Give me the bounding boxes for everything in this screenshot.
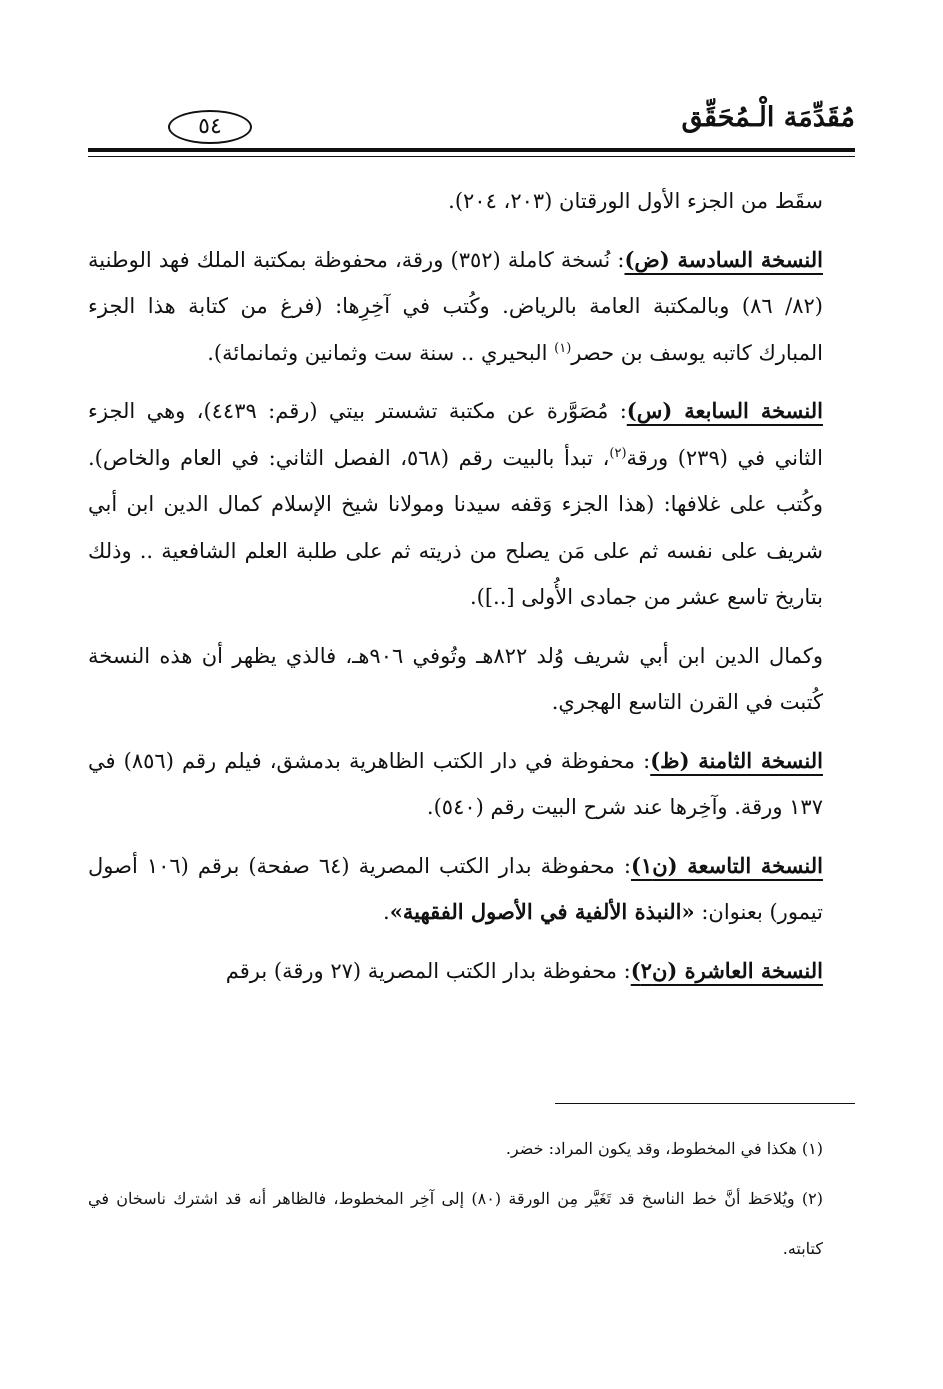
paragraph-copy-8: النسخة الثامنة (ظ): محفوظة في دار الكتب الظاهرية بدمشق، فيلم رقم (٨٥٦) في ١٣٧ ورقة. وآخِرها عند شرح البيت رقم (٥٤٠). [88,747,823,819]
page-header [88,96,855,162]
copy-label: النسخة العاشرة (ن٢) [630,957,823,983]
paragraph-copy-10: النسخة العاشرة (ن٢): محفوظة بدار الكتب المصرية (٢٧ ورقة) برقم [225,957,823,983]
footnote-ref: (١) [554,340,572,356]
copy-label: النسخة التاسعة (ن١) [631,852,823,878]
footnote-separator [555,1103,855,1104]
paragraph-copy-9: النسخة التاسعة (ن١): محفوظة بدار الكتب المصرية (٦٤ صفحة) برقم (١٠٦ أصول تيمور) بعنوان: «النبذة الألفية في الأصول الفقهية». [88,852,823,924]
book-title: «النبذة الألفية في الأصول الفقهية» [389,899,695,924]
footnote-1: (١) هكذا في المخطوط، وقد يكون المراد: خضر. [505,1139,823,1158]
running-title: مُقَدِّمَة الْـمُحَقِّق [681,102,855,133]
paragraph-copy-6: النسخة السادسة (ض): نُسخة كاملة (٣٥٢) ورقة، محفوظة بمكتبة الملك فهد الوطنية (٨٢/ ٨٦) وبالمكتبة العامة بالرياض. وكُتب في آخِرِها: (فرغ من كتابة هذا الجزء المبارك كاتبه يوسف بن حصر$^{(١)}$ البحيري .. سنة ست وثمانين وثمانمائة). [88,246,823,365]
paragraph-continuation: سقَط من الجزء الأول الورقتان (٢٠٣، ٢٠٤). [448,189,823,213]
footnotes [88,1124,823,1274]
copy-label: النسخة السابعة (س) [626,398,823,423]
header-rule-thin [88,156,855,157]
paragraph-copy-7: النسخة السابعة (س): مُصَوَّرة عن مكتبة تشستر بيتي (رقم: ٤٤٣٩)، وهي الجزء الثاني في (٢٣٩) ورقة$^{(٢)}$، تبدأ بالبيت رقم (٥٦٨، الفصل الثاني: في العام والخاص). وكُتب على غلافها: (هذا الجزء وَقفه سيدنا ومولانا شيخ الإسلام كمال الدين ابن أبي شريف على نفسه ثم على مَن يصلح من ذريته ثم على طلبة العلم الشافعية .. وذلك بتاريخ تاسع عشر من جمادى الأُولى [..]). [88,398,823,609]
copy-label: النسخة الثامنة (ظ) [650,747,823,773]
main-text [88,178,823,1006]
header-rule-thick [88,148,855,152]
footnote-ref: (٢) [609,445,627,461]
copy-label: النسخة السادسة (ض) [624,246,823,272]
page-number: ٥٤ [168,110,252,144]
paragraph-kamal-note: وكمال الدين ابن أبي شريف وُلد ٨٢٢هـ وتُوفي ٩٠٦هـ، فالذي يظهر أن هذه النسخة كُتبت في القرن التاسع الهجري. [88,643,823,714]
footnote-2: (٢) ويُلاحَظ أنَّ خط الناسخ قد تَغَيَّر مِن الورقة (٨٠) إلى آخِر المخطوط، فالظاهر أنه قد اشترك ناسخان في كتابته. [88,1189,823,1258]
